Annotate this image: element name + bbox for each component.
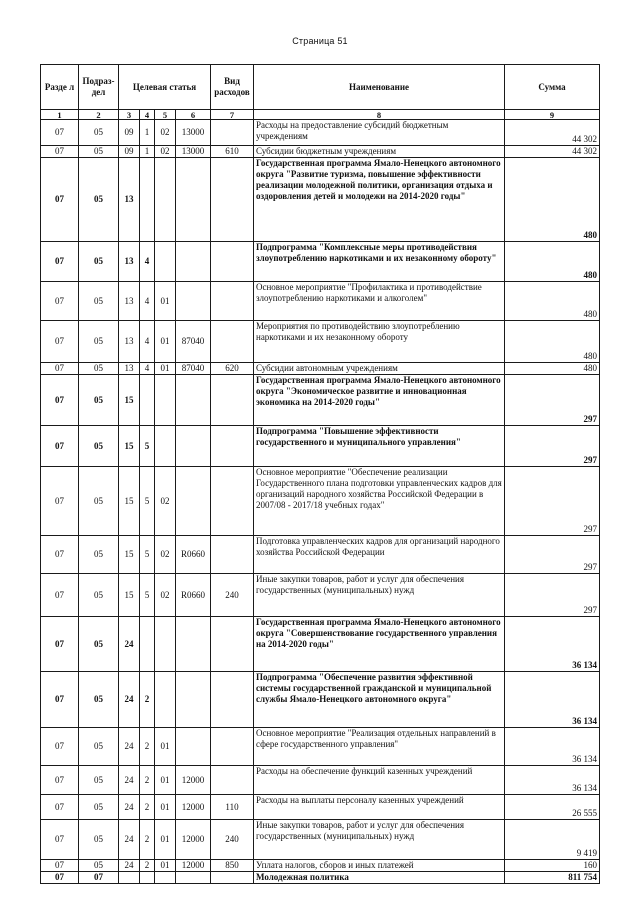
target-program-cell: 13: [119, 363, 140, 375]
podrazdel-cell: 05: [79, 820, 119, 860]
razdel-cell: 07: [41, 467, 79, 536]
target-subprogram-cell: 5: [140, 467, 155, 536]
podrazdel-cell: 05: [79, 617, 119, 672]
expense-type-cell: [211, 467, 254, 536]
table-row: [41, 242, 600, 282]
podrazdel-cell: 05: [79, 363, 119, 375]
name-cell: Основное мероприятие "Профилактика и противодействие злоупотреблению наркотиками и алкоголем": [254, 282, 505, 321]
target-program-cell: 15: [119, 426, 140, 467]
target-event-cell: [155, 158, 176, 242]
target-subprogram-cell: [140, 375, 155, 426]
target-program-cell: 24: [119, 860, 140, 872]
podrazdel-cell: 05: [79, 536, 119, 574]
name-cell: Подпрограмма "Комплексные меры противодействия злоупотреблению наркотиками и их незаконному обороту": [254, 242, 505, 282]
header-row: [41, 65, 600, 110]
sum-cell: 36 134: [505, 672, 600, 728]
name-cell: Подпрограмма "Повышение эффективности государственного и муниципального управления": [254, 426, 505, 467]
budget-table: [40, 64, 600, 884]
target-event-cell: [155, 426, 176, 467]
target-subprogram-cell: 5: [140, 536, 155, 574]
column-number-row: [41, 110, 600, 120]
target-direction-cell: [176, 872, 211, 884]
table-row: [41, 120, 600, 146]
target-subprogram-cell: 4: [140, 242, 155, 282]
razdel-cell: 07: [41, 375, 79, 426]
target-subprogram-cell: 2: [140, 860, 155, 872]
target-direction-cell: [176, 728, 211, 766]
target-direction-cell: 12000: [176, 795, 211, 820]
razdel-cell: 07: [41, 120, 79, 146]
razdel-cell: 07: [41, 860, 79, 872]
target-program-cell: 24: [119, 795, 140, 820]
name-cell: Субсидии бюджетным учреждениям: [254, 146, 505, 158]
target-event-cell: 01: [155, 282, 176, 321]
podrazdel-cell: 05: [79, 158, 119, 242]
target-program-cell: 15: [119, 574, 140, 617]
razdel-cell: 07: [41, 820, 79, 860]
target-direction-cell: [176, 375, 211, 426]
podrazdel-cell: 05: [79, 321, 119, 363]
column-number: 9: [505, 110, 600, 120]
target-program-cell: 15: [119, 375, 140, 426]
table-body: [41, 120, 600, 884]
sum-cell: 480: [505, 158, 600, 242]
expense-type-cell: 610: [211, 146, 254, 158]
target-direction-cell: R0660: [176, 574, 211, 617]
target-event-cell: 01: [155, 728, 176, 766]
razdel-cell: 07: [41, 766, 79, 795]
target-event-cell: 01: [155, 321, 176, 363]
podrazdel-cell: 05: [79, 795, 119, 820]
target-direction-cell: 12000: [176, 766, 211, 795]
target-event-cell: 02: [155, 574, 176, 617]
expense-type-cell: [211, 282, 254, 321]
column-number: 2: [79, 110, 119, 120]
table-row: [41, 617, 600, 672]
target-subprogram-cell: 2: [140, 795, 155, 820]
target-direction-cell: 12000: [176, 820, 211, 860]
podrazdel-cell: 05: [79, 860, 119, 872]
expense-type-cell: [211, 536, 254, 574]
table-row: [41, 282, 600, 321]
target-event-cell: [155, 242, 176, 282]
target-event-cell: 02: [155, 120, 176, 146]
table-row: [41, 426, 600, 467]
table-row: [41, 467, 600, 536]
column-number: 7: [211, 110, 254, 120]
target-subprogram-cell: 2: [140, 766, 155, 795]
target-program-cell: 13: [119, 158, 140, 242]
target-program-cell: 09: [119, 146, 140, 158]
target-direction-cell: 13000: [176, 120, 211, 146]
razdel-cell: 07: [41, 363, 79, 375]
name-cell: Основное мероприятие "Обеспечение реализации Государственного плана подготовки управленческих кадров для организаций народного хозяйства Российской Федерации в 2007/08 - 2017/18 учебных годах": [254, 467, 505, 536]
expense-type-cell: [211, 375, 254, 426]
target-subprogram-cell: [140, 158, 155, 242]
sum-cell: 44 302: [505, 146, 600, 158]
name-cell: Уплата налогов, сборов и иных платежей: [254, 860, 505, 872]
column-number: 3: [119, 110, 140, 120]
table-row: [41, 672, 600, 728]
target-program-cell: 24: [119, 728, 140, 766]
name-cell: Иные закупки товаров, работ и услуг для обеспечения государственных (муниципальных) нужд: [254, 574, 505, 617]
target-event-cell: [155, 872, 176, 884]
expense-type-cell: [211, 120, 254, 146]
sum-cell: 9 419: [505, 820, 600, 860]
target-direction-cell: [176, 242, 211, 282]
name-cell: Молодежная политика: [254, 872, 505, 884]
podrazdel-cell: 05: [79, 672, 119, 728]
expense-type-cell: 240: [211, 574, 254, 617]
sum-cell: 297: [505, 574, 600, 617]
podrazdel-cell: 05: [79, 146, 119, 158]
sum-cell: 36 134: [505, 617, 600, 672]
razdel-cell: 07: [41, 158, 79, 242]
sum-cell: 160: [505, 860, 600, 872]
target-subprogram-cell: 5: [140, 574, 155, 617]
target-direction-cell: [176, 672, 211, 728]
target-event-cell: 02: [155, 467, 176, 536]
target-direction-cell: [176, 426, 211, 467]
table-row: [41, 146, 600, 158]
expense-type-cell: [211, 321, 254, 363]
sum-cell: 480: [505, 242, 600, 282]
target-program-cell: 24: [119, 766, 140, 795]
header-vid: Вид расходов: [211, 65, 254, 110]
target-event-cell: 01: [155, 860, 176, 872]
target-event-cell: [155, 375, 176, 426]
target-program-cell: 24: [119, 672, 140, 728]
sum-cell: 36 134: [505, 766, 600, 795]
razdel-cell: 07: [41, 672, 79, 728]
column-number: 8: [254, 110, 505, 120]
target-program-cell: 13: [119, 321, 140, 363]
table-row: [41, 574, 600, 617]
podrazdel-cell: 05: [79, 574, 119, 617]
sum-cell: 44 302: [505, 120, 600, 146]
sum-cell: 297: [505, 536, 600, 574]
target-direction-cell: 13000: [176, 146, 211, 158]
sum-cell: 297: [505, 426, 600, 467]
expense-type-cell: [211, 728, 254, 766]
target-subprogram-cell: 2: [140, 728, 155, 766]
name-cell: Государственная программа Ямало-Ненецкого автономного округа "Экономическое развитие и инновационная экономика на 2014-2020 годы": [254, 375, 505, 426]
name-cell: Подготовка управленческих кадров для организаций народного хозяйства Российской Федерации: [254, 536, 505, 574]
expense-type-cell: [211, 426, 254, 467]
target-direction-cell: 87040: [176, 321, 211, 363]
target-program-cell: 24: [119, 820, 140, 860]
target-direction-cell: 12000: [176, 860, 211, 872]
target-program-cell: 24: [119, 617, 140, 672]
target-subprogram-cell: 1: [140, 146, 155, 158]
table-row: [41, 536, 600, 574]
target-event-cell: 01: [155, 795, 176, 820]
table-row: [41, 363, 600, 375]
target-program-cell: [119, 872, 140, 884]
column-number: 6: [176, 110, 211, 120]
target-subprogram-cell: 4: [140, 321, 155, 363]
razdel-cell: 07: [41, 282, 79, 321]
target-subprogram-cell: 2: [140, 672, 155, 728]
expense-type-cell: 850: [211, 860, 254, 872]
sum-cell: 480: [505, 282, 600, 321]
podrazdel-cell: 05: [79, 242, 119, 282]
podrazdel-cell: 05: [79, 426, 119, 467]
podrazdel-cell: 05: [79, 282, 119, 321]
header-podrazdel: Подраз- дел: [79, 65, 119, 110]
table-row: [41, 321, 600, 363]
razdel-cell: 07: [41, 426, 79, 467]
header-sum: Сумма: [505, 65, 600, 110]
podrazdel-cell: 05: [79, 467, 119, 536]
target-subprogram-cell: 5: [140, 426, 155, 467]
sum-cell: 480: [505, 321, 600, 363]
name-cell: Расходы на выплаты персоналу казенных учреждений: [254, 795, 505, 820]
razdel-cell: 07: [41, 795, 79, 820]
target-event-cell: 01: [155, 766, 176, 795]
table-row: [41, 766, 600, 795]
razdel-cell: 07: [41, 146, 79, 158]
name-cell: Государственная программа Ямало-Ненецкого автономного округа "Развитие туризма, повышение эффективности реализации молодежной политики, организация отдыха и оздоровления детей и молодежи на 2014-2020 годы": [254, 158, 505, 242]
sum-cell: 811 754: [505, 872, 600, 884]
header-name: Наименование: [254, 65, 505, 110]
name-cell: Иные закупки товаров, работ и услуг для обеспечения государственных (муниципальных) нужд: [254, 820, 505, 860]
expense-type-cell: [211, 766, 254, 795]
target-event-cell: 01: [155, 363, 176, 375]
column-number: 1: [41, 110, 79, 120]
sum-cell: 297: [505, 467, 600, 536]
target-event-cell: 02: [155, 146, 176, 158]
target-subprogram-cell: 1: [140, 120, 155, 146]
podrazdel-cell: 07: [79, 872, 119, 884]
podrazdel-cell: 05: [79, 728, 119, 766]
expense-type-cell: [211, 242, 254, 282]
page-label: Страница 51: [292, 36, 348, 46]
sum-cell: 480: [505, 363, 600, 375]
target-direction-cell: [176, 282, 211, 321]
table-row: [41, 795, 600, 820]
table-row: [41, 820, 600, 860]
target-direction-cell: [176, 617, 211, 672]
name-cell: Расходы на предоставление субсидий бюджетным учреждениям: [254, 120, 505, 146]
target-program-cell: 13: [119, 282, 140, 321]
target-event-cell: 02: [155, 536, 176, 574]
expense-type-cell: [211, 158, 254, 242]
target-subprogram-cell: 2: [140, 820, 155, 860]
razdel-cell: 07: [41, 321, 79, 363]
sum-cell: 26 555: [505, 795, 600, 820]
expense-type-cell: 620: [211, 363, 254, 375]
target-direction-cell: [176, 158, 211, 242]
table-row: [41, 158, 600, 242]
name-cell: Подпрограмма "Обеспечение развития эффективной системы государственной гражданской и муниципальной службы Ямало-Ненецкого автономного округа": [254, 672, 505, 728]
target-direction-cell: R0660: [176, 536, 211, 574]
sum-cell: 36 134: [505, 728, 600, 766]
name-cell: Государственная программа Ямало-Ненецкого автономного округа "Совершенствование государственного управления на 2014-2020 годы": [254, 617, 505, 672]
header-target: Целевая статья: [119, 65, 211, 110]
target-program-cell: 09: [119, 120, 140, 146]
table-row: [41, 860, 600, 872]
razdel-cell: 07: [41, 872, 79, 884]
target-event-cell: [155, 672, 176, 728]
razdel-cell: 07: [41, 536, 79, 574]
target-subprogram-cell: 4: [140, 363, 155, 375]
expense-type-cell: [211, 672, 254, 728]
target-direction-cell: [176, 467, 211, 536]
name-cell: Расходы на обеспечение функций казенных учреждений: [254, 766, 505, 795]
target-subprogram-cell: [140, 872, 155, 884]
target-subprogram-cell: 4: [140, 282, 155, 321]
target-program-cell: 15: [119, 467, 140, 536]
expense-type-cell: [211, 617, 254, 672]
column-number: 4: [140, 110, 155, 120]
razdel-cell: 07: [41, 617, 79, 672]
podrazdel-cell: 05: [79, 766, 119, 795]
target-direction-cell: 87040: [176, 363, 211, 375]
podrazdel-cell: 05: [79, 120, 119, 146]
table-row: [41, 872, 600, 884]
name-cell: Основное мероприятие "Реализация отдельных направлений в сфере государственного управления": [254, 728, 505, 766]
sum-cell: 297: [505, 375, 600, 426]
expense-type-cell: [211, 872, 254, 884]
razdel-cell: 07: [41, 728, 79, 766]
target-event-cell: [155, 617, 176, 672]
table-row: [41, 375, 600, 426]
header-razdel: Разде л: [41, 65, 79, 110]
razdel-cell: 07: [41, 242, 79, 282]
name-cell: Субсидии автономным учреждениям: [254, 363, 505, 375]
razdel-cell: 07: [41, 574, 79, 617]
name-cell: Мероприятия по противодействию злоупотреблению наркотиками и их незаконному обороту: [254, 321, 505, 363]
target-program-cell: 13: [119, 242, 140, 282]
target-program-cell: 15: [119, 536, 140, 574]
podrazdel-cell: 05: [79, 375, 119, 426]
column-number: 5: [155, 110, 176, 120]
target-event-cell: 01: [155, 820, 176, 860]
target-subprogram-cell: [140, 617, 155, 672]
table-row: [41, 728, 600, 766]
expense-type-cell: 110: [211, 795, 254, 820]
expense-type-cell: 240: [211, 820, 254, 860]
